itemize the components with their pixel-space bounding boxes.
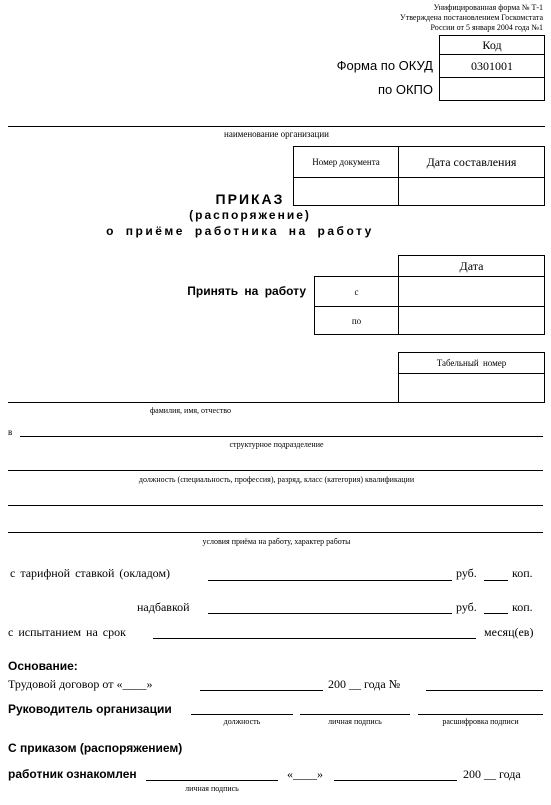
head-position-line[interactable] bbox=[191, 714, 293, 715]
head-position-caption: должность bbox=[223, 717, 261, 726]
ack-signature-caption: личная подпись bbox=[185, 784, 239, 793]
ack-date-line[interactable] bbox=[334, 780, 457, 781]
doc-about: о приёме работника на работу bbox=[106, 224, 374, 238]
head-decoding-line[interactable] bbox=[418, 714, 543, 715]
contract-date-line[interactable] bbox=[200, 690, 323, 691]
position-line[interactable] bbox=[8, 470, 543, 471]
okud-label: Форма по ОКУД bbox=[336, 58, 433, 73]
bonus-kop-line[interactable] bbox=[484, 613, 508, 614]
tariff-rub-line[interactable] bbox=[208, 580, 452, 581]
conditions-caption: условия приёма на работу, характер работы bbox=[202, 537, 351, 546]
tariff-rub-label: руб. bbox=[456, 566, 477, 580]
from-label: с bbox=[354, 286, 359, 297]
to-date-cell[interactable] bbox=[398, 306, 545, 335]
doc-date-header bbox=[398, 146, 545, 178]
fio-caption: фамилия, имя, отчество bbox=[150, 406, 231, 415]
ack-line-2: работник ознакомлен bbox=[8, 767, 137, 781]
from-date-cell[interactable] bbox=[398, 276, 545, 307]
doc-date-label: Дата составления bbox=[426, 154, 517, 169]
bonus-kop-label: коп. bbox=[512, 600, 533, 614]
trial-months-label: месяц(ев) bbox=[484, 625, 534, 639]
ack-quote: «____» bbox=[287, 767, 323, 781]
doc-number-header bbox=[293, 146, 399, 178]
okud-value: 0301001 bbox=[471, 58, 513, 73]
conditions-line-2[interactable] bbox=[8, 532, 543, 533]
org-name-caption: наименование организации bbox=[224, 129, 329, 139]
head-signature-caption: личная подпись bbox=[328, 717, 382, 726]
head-signature-line[interactable] bbox=[300, 714, 410, 715]
struct-line[interactable] bbox=[20, 436, 543, 437]
contract-year-label: 200 __ года № bbox=[328, 677, 401, 691]
ack-line-1: С приказом (распоряжением) bbox=[8, 741, 183, 755]
ack-year: 200 __ года bbox=[463, 767, 521, 781]
to-label: по bbox=[351, 315, 362, 326]
header-line-1: Унифицированная форма № Т-1 bbox=[433, 3, 543, 12]
tariff-label: с тарифной ставкой (окладом) bbox=[10, 566, 171, 580]
tariff-kop-label: коп. bbox=[512, 566, 533, 580]
from-label-cell bbox=[314, 276, 399, 307]
trial-line[interactable] bbox=[153, 638, 476, 639]
struct-caption: структурное подразделение bbox=[229, 440, 324, 449]
tabel-label: Табельный номер bbox=[436, 358, 507, 368]
bonus-rub-line[interactable] bbox=[208, 613, 452, 614]
contract-label: Трудовой договор от «____» bbox=[8, 677, 153, 691]
bonus-label: надбавкой bbox=[137, 600, 190, 614]
org-name-line[interactable] bbox=[8, 126, 545, 127]
position-caption: должность (специальность, профессия), разряд, класс (категория) квалификации bbox=[138, 475, 415, 484]
bonus-rub-label: руб. bbox=[456, 600, 477, 614]
accept-label: Принять на работу bbox=[187, 284, 306, 298]
conditions-line-1[interactable] bbox=[8, 505, 543, 506]
fio-line[interactable] bbox=[8, 402, 399, 403]
doc-subtitle: (распоряжение) bbox=[189, 208, 311, 222]
basis-label: Основание: bbox=[8, 659, 78, 673]
head-decoding-caption: расшифровка подписи bbox=[442, 717, 519, 726]
doc-date-cell[interactable] bbox=[398, 177, 545, 206]
doc-number-cell[interactable] bbox=[293, 177, 399, 206]
okpo-label: по ОКПО bbox=[377, 82, 433, 97]
header-line-2: Утверждена постановлением Госкомстата bbox=[400, 13, 543, 22]
contract-number-line[interactable] bbox=[426, 690, 543, 691]
form-header bbox=[400, 3, 543, 33]
to-label-cell bbox=[314, 306, 399, 335]
kod-header-cell bbox=[439, 35, 545, 55]
okpo-value-cell[interactable] bbox=[439, 77, 545, 101]
tabel-header-cell bbox=[398, 352, 545, 374]
okud-value-cell bbox=[439, 54, 545, 78]
head-label: Руководитель организации bbox=[8, 702, 172, 716]
date-header-cell bbox=[398, 255, 545, 277]
ack-signature-line[interactable] bbox=[146, 780, 278, 781]
tabel-value-cell[interactable] bbox=[398, 373, 545, 403]
kod-label: Код bbox=[482, 37, 502, 52]
doc-number-label: Номер документа bbox=[312, 157, 380, 167]
v-label: в bbox=[8, 427, 13, 437]
doc-title: ПРИКАЗ bbox=[215, 191, 285, 207]
trial-label: с испытанием на срок bbox=[8, 625, 126, 639]
tariff-kop-line[interactable] bbox=[484, 580, 508, 581]
header-line-3: России от 5 января 2004 года №1 bbox=[430, 23, 543, 32]
date-header-label: Дата bbox=[459, 258, 484, 273]
